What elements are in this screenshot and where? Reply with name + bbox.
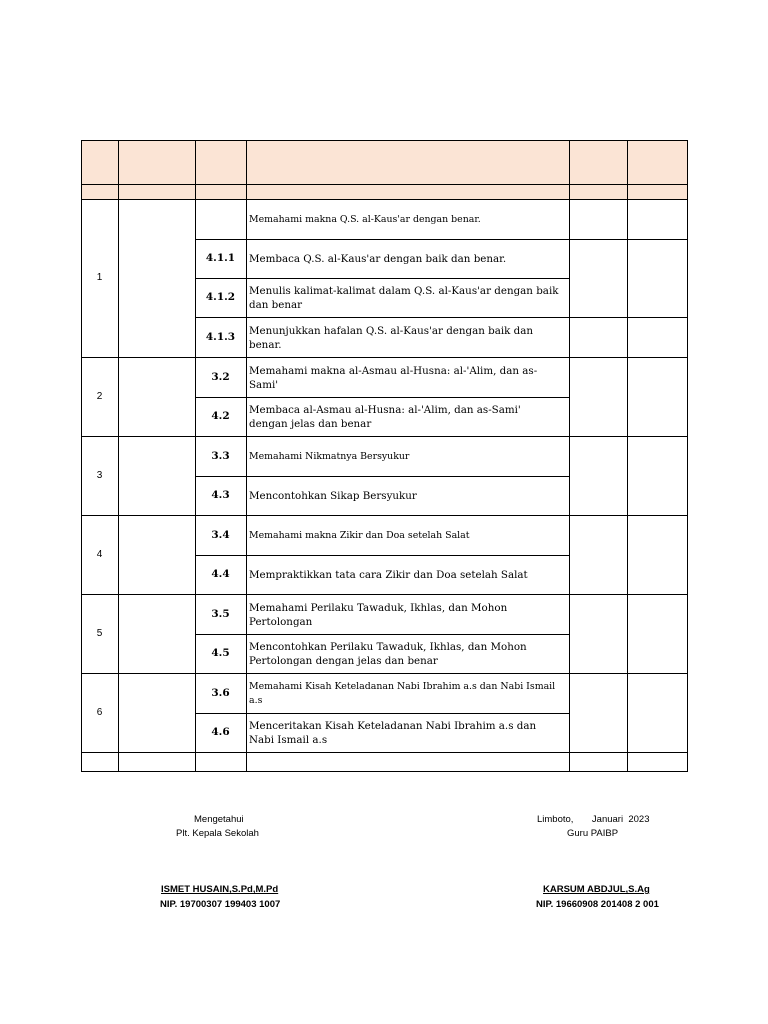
row-number: 1 — [96, 272, 103, 283]
competency-code: 3.5 — [211, 608, 230, 620]
competency-description: Memahami makna al-Asmau al-Husna: al-'Alim, dan as-Sami' — [249, 364, 538, 391]
competency-code: 3.6 — [211, 687, 230, 699]
competency-description: Memahami Kisah Keteladanan Nabi Ibrahim a.s dan Nabi Ismail a.s — [249, 680, 556, 706]
competency-code: 4.1.1 — [205, 252, 236, 264]
competency-description: Menceritakan Kisah Keteladanan Nabi Ibrahim a.s dan Nabi Ismail a.s — [249, 720, 537, 746]
competency-code: 3.4 — [211, 529, 230, 541]
competency-description: Memahami Perilaku Tawaduk, Ikhlas, dan Mohon Pertolongan — [249, 601, 508, 628]
competency-description: Membaca al-Asmau al-Husna: al-'Alim, dan as-Sami' dengan jelas dan benar — [249, 404, 521, 430]
competency-code: 4.4 — [211, 568, 230, 580]
teacher-title: Guru PAIBP — [567, 828, 619, 839]
competency-code: 4.5 — [211, 647, 230, 659]
competency-description: Mencontohkan Sikap Bersyukur — [249, 490, 417, 502]
acknowledged-label: Mengetahui — [194, 814, 244, 825]
principal-nip: NIP. 19700307 199403 1007 — [160, 899, 281, 910]
competency-code: 3.3 — [211, 450, 230, 462]
row-number: 6 — [96, 707, 103, 718]
row-number: 2 — [96, 391, 103, 402]
teacher-nip: NIP. 19660908 201408 2 001 — [536, 899, 659, 910]
row-number: 4 — [96, 549, 103, 560]
competency-description: Mempraktikkan tata cara Zikir dan Doa setelah Salat — [249, 569, 528, 581]
competency-code: 4.1.3 — [205, 331, 236, 343]
header-row — [81, 140, 688, 185]
row-number: 3 — [96, 470, 103, 481]
competency-description: Memahami makna Zikir dan Doa setelah Salat — [249, 529, 470, 541]
place-date: Limboto, Januari 2023 — [537, 814, 650, 825]
competency-code: 4.6 — [211, 726, 230, 738]
subheader-row — [81, 185, 688, 200]
competency-description: Mencontohkan Perilaku Tawaduk, Ikhlas, dan Mohon Pertolongan dengan jelas dan benar — [249, 641, 527, 667]
competency-code: 4.3 — [211, 489, 230, 501]
competency-description: Menulis kalimat-kalimat dalam Q.S. al-Kaus'ar dengan baik dan benar — [249, 285, 559, 311]
competency-code: 4.2 — [211, 410, 230, 422]
row-number: 5 — [96, 628, 103, 639]
teacher-name: KARSUM ABDJUL,S.Ag — [543, 884, 650, 895]
competency-table — [81, 140, 688, 772]
competency-description: Menunjukkan hafalan Q.S. al-Kaus'ar dengan baik dan benar. — [249, 324, 534, 351]
competency-code: 3.2 — [211, 371, 230, 383]
competency-code: 4.1.2 — [205, 291, 236, 303]
principal-name: ISMET HUSAIN,S.Pd,M.Pd — [161, 884, 279, 895]
principal-title: Plt. Kepala Sekolah — [176, 828, 259, 839]
competency-description: Memahami Nikmatnya Bersyukur — [249, 450, 410, 462]
competency-description: Memahami makna Q.S. al-Kaus'ar dengan benar. — [249, 213, 481, 225]
competency-description: Membaca Q.S. al-Kaus'ar dengan baik dan benar. — [249, 253, 507, 265]
